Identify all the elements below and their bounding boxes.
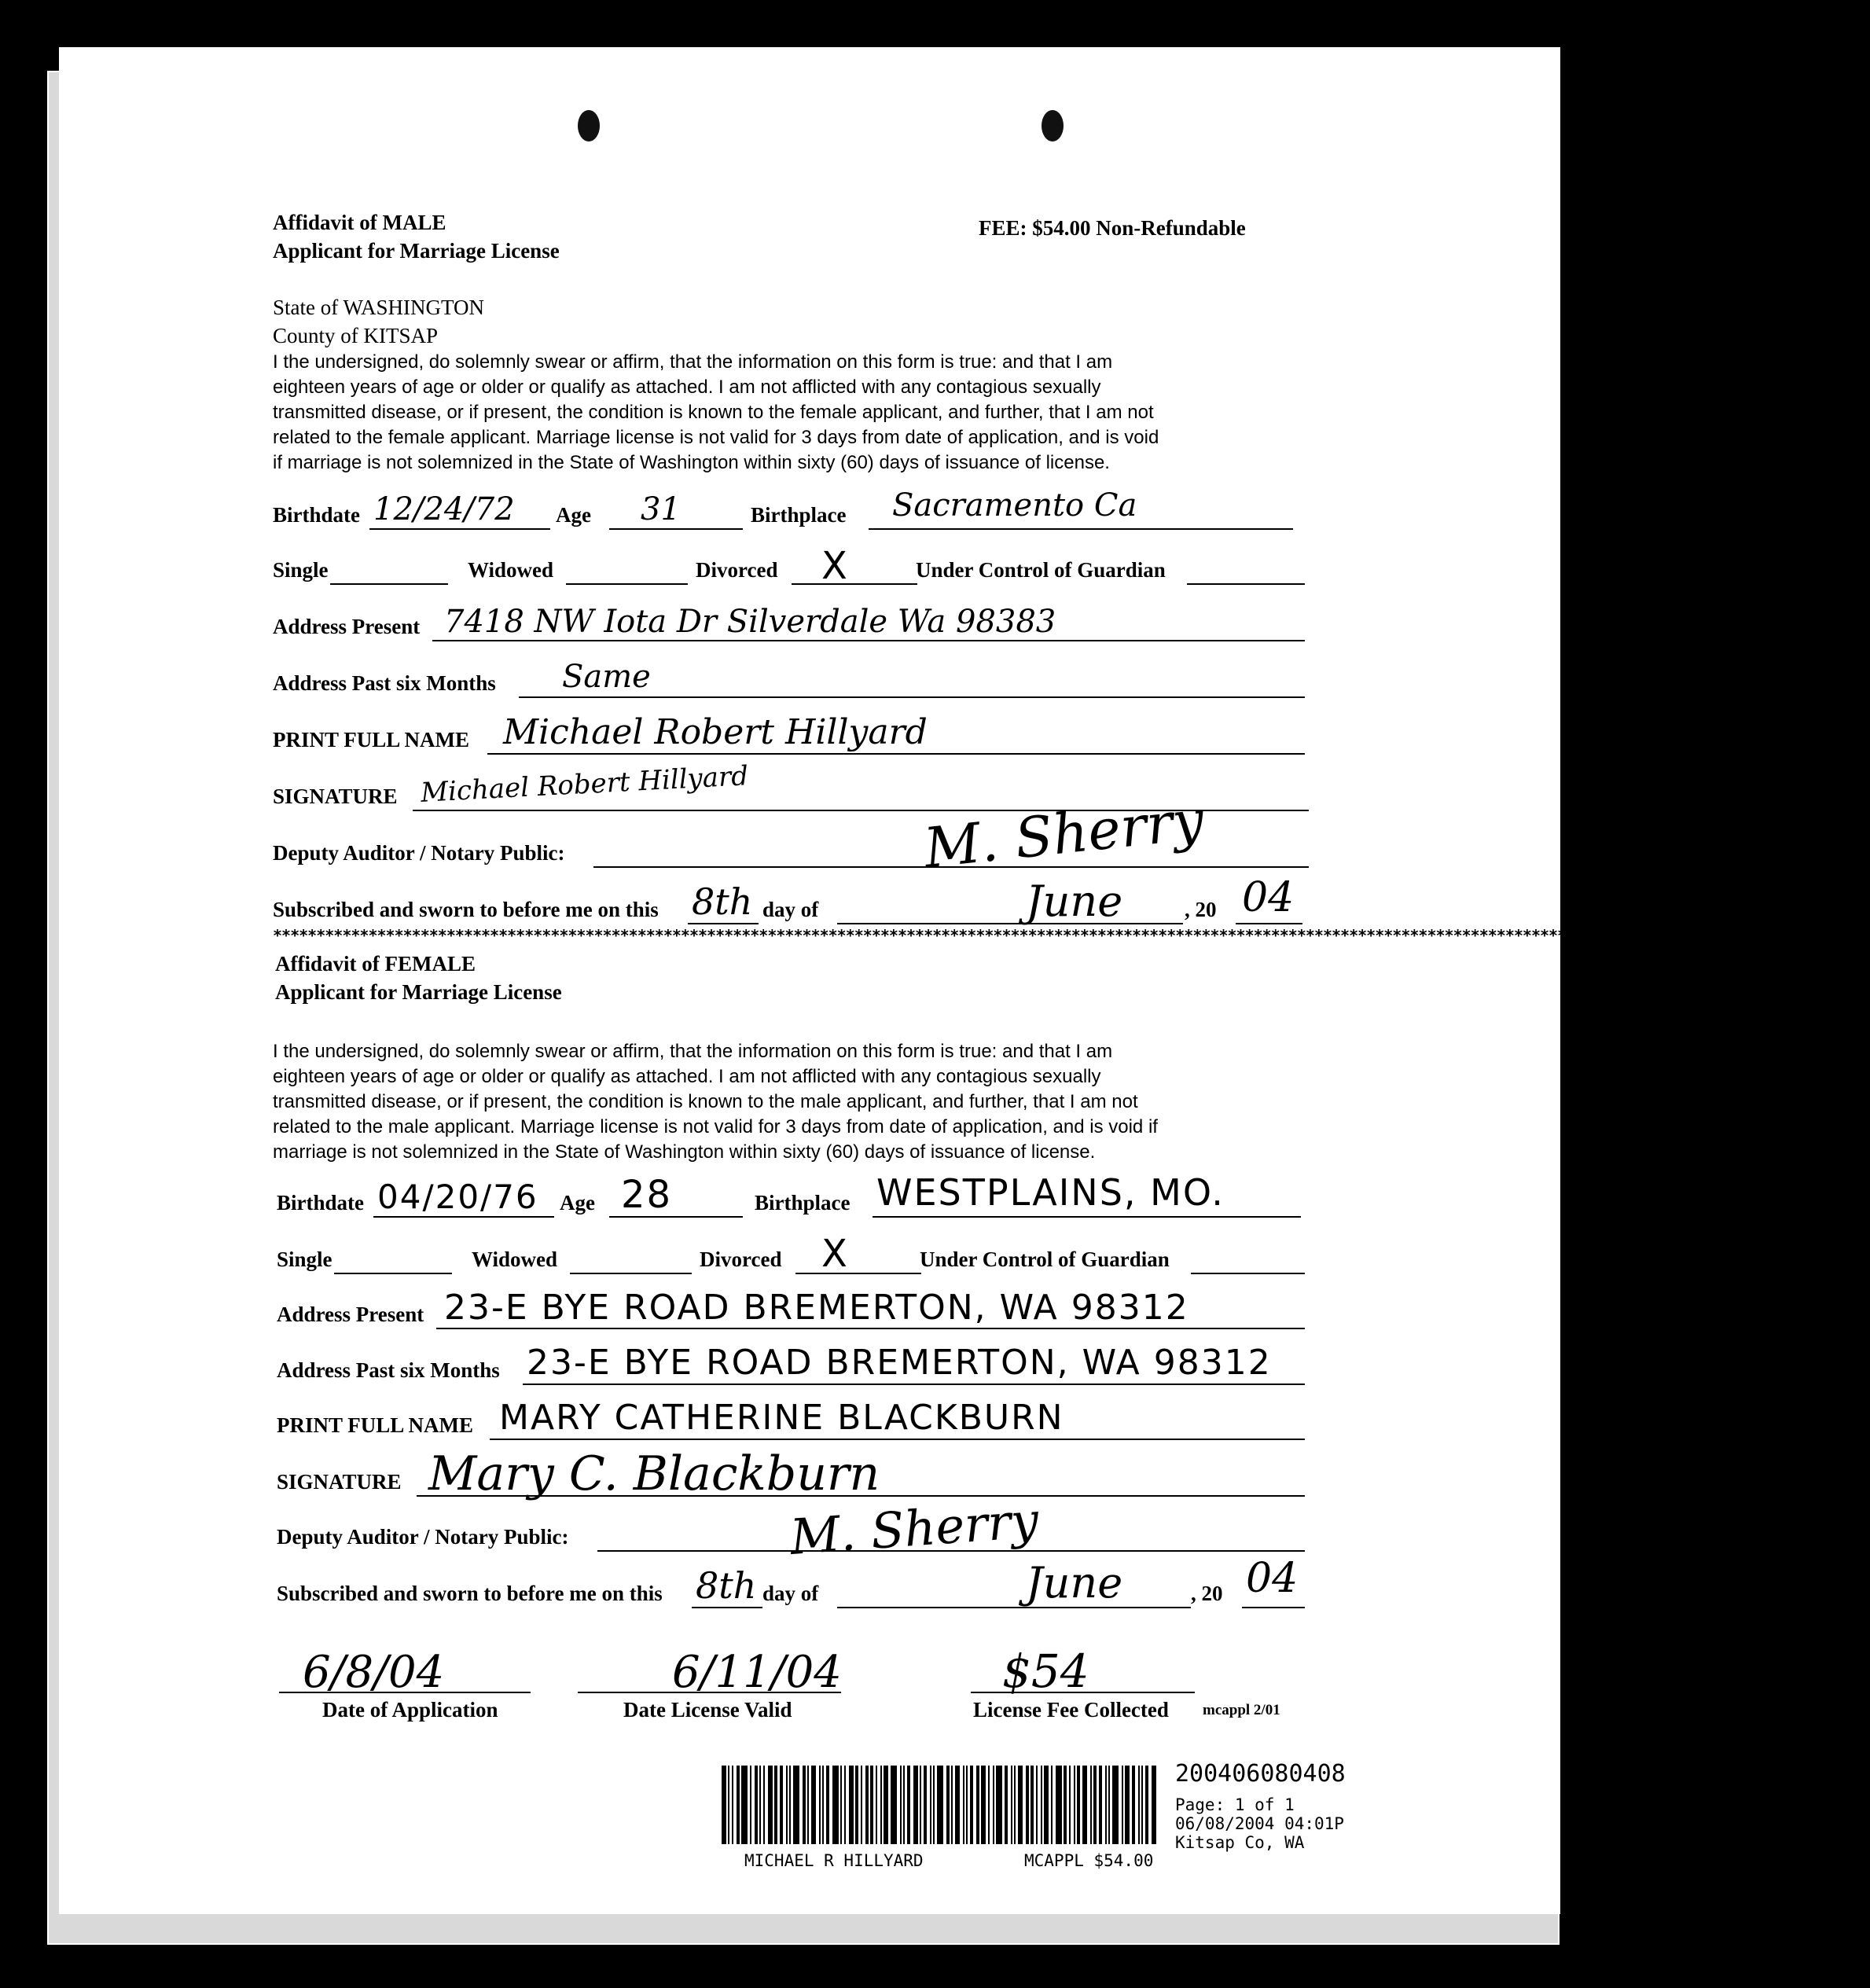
male-day-of-label: day of [762,898,819,921]
male-print-name-line [487,753,1305,755]
male-divorced-label: Divorced [696,558,778,582]
barcode-bar [844,1766,846,1844]
barcode-bar [996,1766,1002,1844]
female-day-line [692,1607,762,1608]
state-line: State of WASHINGTON [273,296,484,319]
barcode-bar [728,1766,729,1844]
female-birthplace-label: Birthplace [755,1191,851,1214]
barcode-bar [920,1766,921,1844]
barcode-bar [832,1766,839,1844]
male-address-past-label: Address Past six Months [273,671,496,695]
barcode-bar [826,1766,829,1844]
barcode-bar [780,1766,783,1844]
barcode-bar [807,1766,809,1844]
male-signature-label: SIGNATURE [273,785,398,808]
barcode-bar [1051,1766,1053,1844]
male-title-line1: Affidavit of MALE [273,211,446,234]
male-address-present-label: Address Present [273,615,421,638]
female-year-value[interactable]: 04 [1246,1555,1299,1602]
male-birthplace-label: Birthplace [751,503,847,527]
male-oath-line: transmitted disease, or if present, the condition is known to the female applicant, and further, that I am not [273,402,1154,423]
female-divorced-mark[interactable]: X [821,1232,849,1276]
barcode-bar [1090,1766,1092,1844]
female-single-line [334,1273,452,1274]
male-divorced-line [792,583,917,585]
female-birthplace-value[interactable]: WESTPLAINS, MO. [876,1171,1225,1214]
recording-county: Kitsap Co, WA [1175,1833,1305,1852]
barcode-bar [1018,1766,1023,1844]
male-oath-line: related to the female applicant. Marriage license is not valid for 3 days from date of application, and is void [273,427,1159,448]
barcode-bar [722,1766,726,1844]
recording-details [1175,1795,1344,1852]
jurisdiction [273,293,484,350]
male-month-line [837,923,1183,924]
barcode-bar [870,1766,873,1844]
date-application-value[interactable]: 6/8/04 [303,1647,445,1698]
barcode-bar [741,1766,748,1844]
female-guardian-line [1191,1273,1305,1274]
barcode-bar [900,1766,902,1844]
date-valid-value[interactable]: 6/11/04 [672,1647,842,1698]
female-title-line2: Applicant for Marriage License [275,980,562,1004]
barcode-bar [737,1766,740,1844]
male-affidavit-title [273,208,560,265]
female-signature-value[interactable]: Mary C. Blackburn [428,1446,880,1501]
barcode-bar [1014,1766,1016,1844]
female-deputy-signature[interactable]: M. Sherry [788,1491,1041,1566]
fee-notice: FEE: $54.00 Non-Refundable [979,216,1246,240]
recording-fee-code: MCAPPL $54.00 [1024,1851,1154,1870]
female-oath-line: related to the male applicant. Marriage license is not valid for 3 days from date of application, and is void if [273,1116,1158,1137]
barcode-bar [1064,1766,1067,1844]
barcode-bar [1074,1766,1075,1844]
female-signature-label: SIGNATURE [277,1470,402,1494]
barcode-bar [1145,1766,1148,1844]
female-print-name-label: PRINT FULL NAME [277,1413,474,1437]
recording-number: 200406080408 [1175,1760,1346,1788]
male-age-value[interactable]: 31 [641,491,681,527]
date-application-label: Date of Application [322,1698,498,1722]
male-oath-line: if marriage is not solemnized in the State of Washington within sixty (60) days of issuance of license. [273,452,1110,473]
barcode-bar [759,1766,761,1844]
male-address-past-value[interactable]: Same [562,659,651,695]
female-title-line1: Affidavit of FEMALE [275,952,476,976]
barcode-bar [1011,1766,1012,1844]
male-deputy-label: Deputy Auditor / Notary Public: [273,841,565,865]
female-divorced-line [795,1273,921,1274]
barcode-bar [755,1766,758,1844]
male-subscribed-label: Subscribed and sworn to before me on this [273,898,659,921]
barcode-bar [876,1766,877,1844]
female-oath-line: transmitted disease, or if present, the condition is known to the male applicant, and further, that I am not [273,1091,1138,1112]
male-oath-paragraph [273,350,1373,476]
male-year-value[interactable]: 04 [1242,874,1295,921]
female-month-line [837,1607,1191,1608]
barcode-bar [774,1766,777,1844]
barcode-bar [732,1766,733,1844]
female-print-name-line [490,1439,1305,1440]
female-divorced-label: Divorced [700,1248,782,1271]
female-oath-line: marriage is not solemnized in the State of Washington within sixty (60) days of issuance of license. [273,1141,1096,1163]
male-day-line [688,923,759,924]
barcode-bar [946,1766,950,1844]
barcode-bar [884,1766,888,1844]
female-year-line [1242,1607,1305,1608]
document-page [59,47,1870,1914]
county-line: County of KITSAP [273,324,439,347]
male-title-line2: Applicant for Marriage License [273,239,560,263]
barcode-bar [1044,1766,1049,1844]
barcode-bar [750,1766,751,1844]
punch-hole-right [1042,110,1064,141]
male-year-prefix: , 20 [1185,898,1217,921]
female-age-label: Age [560,1191,595,1214]
female-address-past-value[interactable]: 23-E BYE ROAD BREMERTON, WA 98312 [527,1343,1272,1383]
barcode-bar [1105,1766,1107,1844]
barcode-bar [966,1766,968,1844]
male-birthdate-label: Birthdate [273,503,360,527]
male-print-name-label: PRINT FULL NAME [273,728,470,751]
barcode [722,1766,1158,1844]
date-valid-label: Date License Valid [623,1698,792,1722]
barcode-bar [1093,1766,1097,1844]
barcode-bar [1122,1766,1123,1844]
barcode-bar [840,1766,842,1844]
barcode-bar [1005,1766,1008,1844]
barcode-bar [891,1766,897,1844]
female-address-past-line [523,1384,1305,1385]
barcode-bar [951,1766,953,1844]
barcode-bar [988,1766,990,1844]
barcode-bar [855,1766,858,1844]
barcode-bar [789,1766,791,1844]
female-affidavit-title [275,950,562,1006]
barcode-bar [1026,1766,1029,1844]
punch-hole-left [578,110,600,141]
barcode-bar [970,1766,973,1844]
female-single-label: Single [277,1248,332,1271]
barcode-bar [880,1766,882,1844]
barcode-bar [1082,1766,1087,1844]
fee-collected-value[interactable]: $54 [1002,1644,1089,1698]
barcode-bar [930,1766,931,1844]
female-address-present-value[interactable]: 23-E BYE ROAD BREMERTON, WA 98312 [444,1288,1189,1328]
barcode-bar [993,1766,994,1844]
male-birthdate-value[interactable]: 12/24/72 [373,491,515,527]
male-day-value[interactable]: 8th [692,880,753,923]
female-widowed-line [570,1273,692,1274]
female-oath-paragraph [273,1039,1373,1165]
barcode-bar [1056,1766,1062,1844]
barcode-bar [976,1766,979,1844]
male-year-line [1236,923,1302,924]
male-widowed-line [566,583,688,585]
male-oath-line: I the undersigned, do solemnly swear or affirm, that the information on this form is true: and that I am [273,351,1113,373]
barcode-bar [811,1766,816,1844]
barcode-bar [822,1766,824,1844]
barcode-bar [1041,1766,1042,1844]
barcode-bar [1069,1766,1071,1844]
barcode-bar [786,1766,788,1844]
barcode-bar [1141,1766,1143,1844]
female-birthdate-label: Birthdate [277,1191,364,1214]
female-widowed-label: Widowed [472,1248,558,1271]
female-year-prefix: , 20 [1191,1582,1223,1605]
male-single-label: Single [273,558,329,582]
male-address-past-line [519,696,1305,698]
barcode-bar [913,1766,918,1844]
recording-name: MICHAEL R HILLYARD [744,1851,924,1870]
female-address-present-label: Address Present [277,1303,424,1326]
barcode-bar [1108,1766,1110,1844]
recording-page: Page: 1 of 1 [1175,1795,1295,1814]
section-separator: **************************************************************************************************************************************************************************************** [273,926,1870,945]
female-birthdate-value[interactable]: 04/20/76 [377,1178,538,1216]
barcode-bar [849,1766,854,1844]
male-age-line [609,528,743,530]
barcode-bar [1125,1766,1130,1844]
male-deputy-signature[interactable]: M. Sherry [920,787,1207,881]
female-address-past-label: Address Past six Months [277,1358,500,1382]
female-birthdate-line [373,1216,554,1218]
male-oath-line: eighteen years of age or older or qualify as attached. I am not afflicted with any contagious sexually [273,377,1101,398]
barcode-bar [955,1766,960,1844]
barcode-bar [793,1766,799,1844]
female-address-present-line [436,1328,1305,1329]
female-month-value[interactable]: June [1026,1558,1123,1608]
barcode-bar [1099,1766,1102,1844]
barcode-bar [1031,1766,1034,1844]
female-subscribed-label: Subscribed and sworn to before me on this [277,1582,663,1605]
male-age-label: Age [556,503,591,527]
male-print-name-value[interactable]: Michael Robert Hillyard [503,712,928,752]
female-guardian-label: Under Control of Guardian [920,1248,1170,1271]
barcode-bar [1132,1766,1135,1844]
barcode-bar [803,1766,806,1844]
male-month-value[interactable]: June [1026,876,1123,926]
barcode-bar [1152,1766,1156,1844]
male-birthdate-line [369,528,550,530]
male-signature-value[interactable]: Michael Robert Hillyard [420,760,749,809]
female-birthplace-line [873,1216,1301,1218]
barcode-bar [1112,1766,1119,1844]
female-day-value[interactable]: 8th [696,1564,757,1607]
barcode-bar [981,1766,986,1844]
form-code: mcappl 2/01 [1203,1702,1280,1718]
barcode-bar [937,1766,943,1844]
recording-datetime: 06/08/2004 04:01P [1175,1814,1344,1833]
male-divorced-mark[interactable]: X [821,544,849,588]
male-guardian-label: Under Control of Guardian [916,558,1166,582]
female-age-value[interactable]: 28 [621,1173,673,1217]
male-widowed-label: Widowed [468,558,554,582]
barcode-bar [865,1766,869,1844]
barcode-bar [763,1766,765,1844]
barcode-bar [1077,1766,1080,1844]
barcode-bar [933,1766,935,1844]
female-deputy-label: Deputy Auditor / Notary Public: [277,1525,569,1549]
barcode-bar [1138,1766,1140,1844]
male-guardian-line [1187,583,1305,585]
female-day-of-label: day of [762,1582,819,1605]
female-oath-line: eighteen years of age or older or qualify as attached. I am not afflicted with any contagious sexually [273,1066,1101,1087]
barcode-bar [861,1766,862,1844]
barcode-bar [903,1766,905,1844]
fee-collected-label: License Fee Collected [973,1698,1169,1722]
male-birthplace-value[interactable]: Sacramento Ca [892,487,1137,524]
barcode-bar [963,1766,964,1844]
barcode-bar [907,1766,910,1844]
female-print-name-value[interactable]: MARY CATHERINE BLACKBURN [499,1398,1064,1438]
barcode-bar [924,1766,927,1844]
male-address-present-line [432,640,1305,641]
barcode-bar [768,1766,773,1844]
barcode-bar [1036,1766,1038,1844]
female-oath-line: I the undersigned, do solemnly swear or affirm, that the information on this form is true: and that I am [273,1041,1113,1062]
male-address-present-value[interactable]: 7418 NW Iota Dr Silverdale Wa 98383 [444,604,1056,640]
male-single-line [330,583,448,585]
male-birthplace-line [869,528,1293,530]
barcode-bar [819,1766,821,1844]
